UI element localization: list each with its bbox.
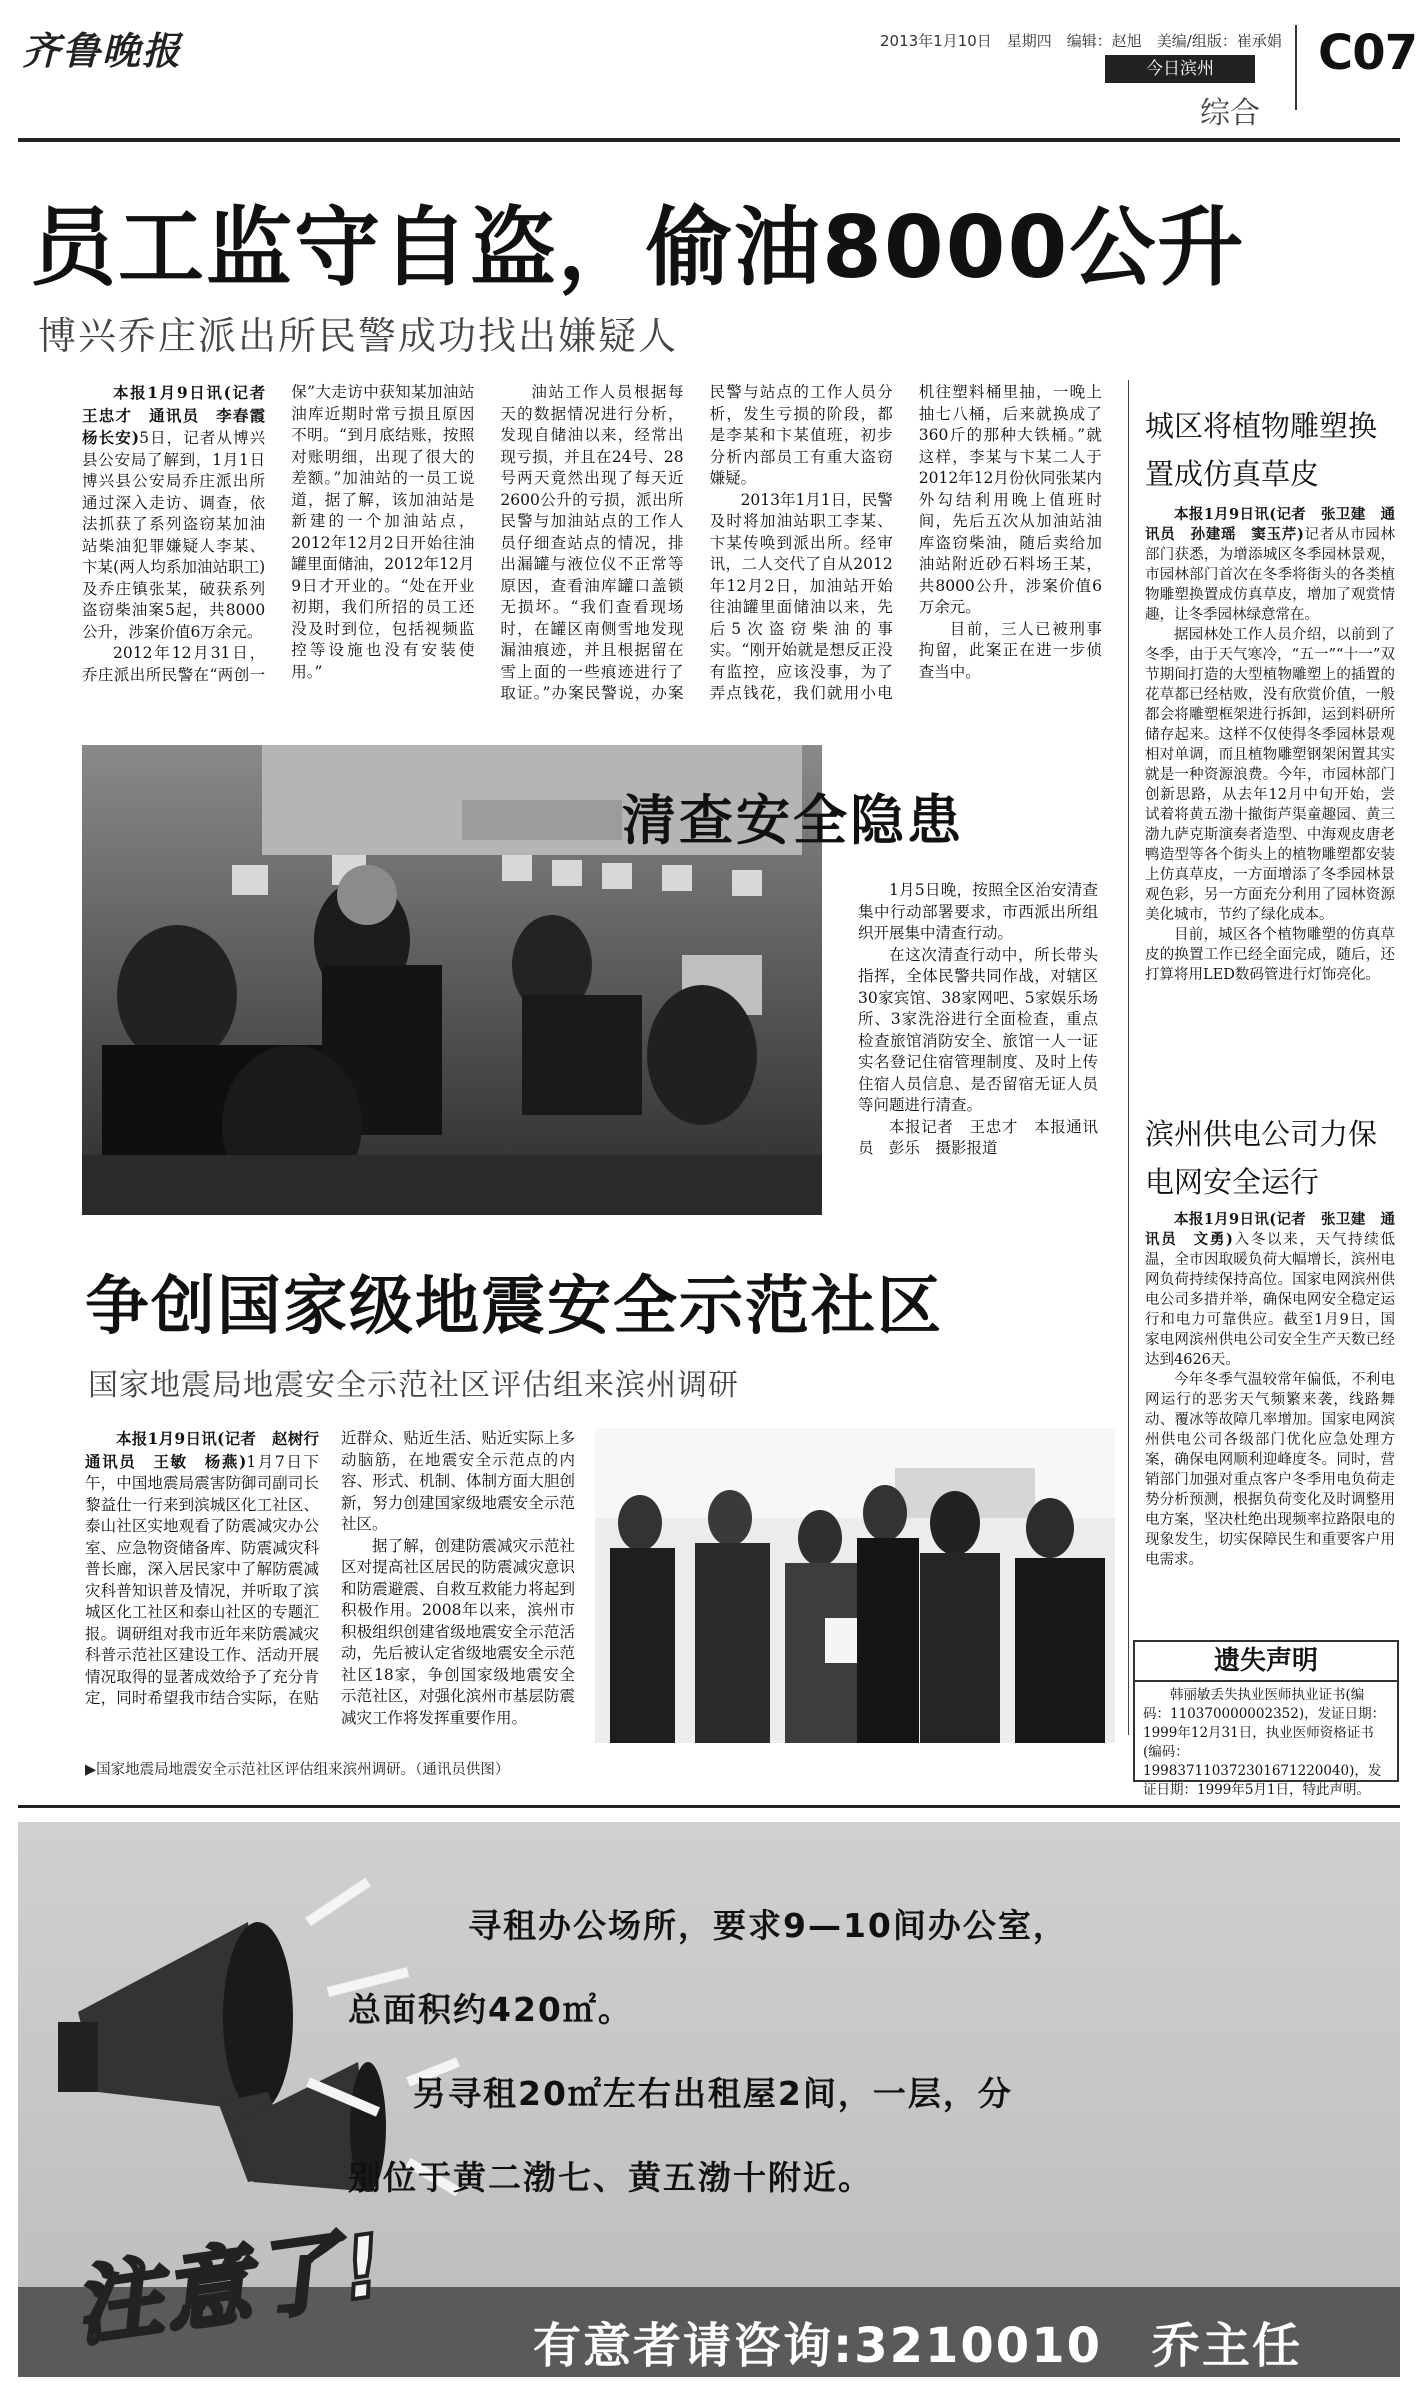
ad-line-3: 另寻租20㎡左右出租屋2间，一层，分	[413, 2074, 1013, 2113]
story2-photo-caption: ▶国家地震局地震安全示范社区评估组来滨州调研。（通讯员供图）	[85, 1762, 510, 1778]
subsection-label: 综合	[1200, 96, 1260, 131]
photo1-paragraph: 1月5日晚，按照全区治安清查集中行动部署要求，市西派出所组织开展集中清查行动。	[858, 881, 1098, 942]
lead-paragraph: 2013年1月1日，民警及时将加油站职工李某、卞某传唤到派出所。经审讯，二人交代了自从2012年12月2日，加油站开始往油罐里面储油以来，先后5次盗窃柴油的事实。“刚开始就是想反正没有监控，应该没事，为了弄点钱花，我们就用小电机往塑料桶里抽，一晚上抽七八桶，后来就换成了360斤的那种大铁桶。”就这样，李某与卞某二人于2012年12月份伙同张某内外勾结利用晚上值班时间，先后五次从加油站油库盗窃柴油，随后卖给加油站附近砂石料场王某，共8000公升，涉案价值6万余元。	[709, 383, 1102, 702]
ad-line-1: 寻租办公场所，要求9—10间办公室，	[468, 1906, 1068, 1945]
date-editor-info: 2013年1月10日 星期四 编辑：赵旭 美编/组版：崔承娟	[880, 32, 1282, 50]
story2-body	[85, 1428, 575, 1753]
lead-paragraph: 目前，三人已被刑事拘留，此案正在进一步侦查当中。	[918, 619, 1102, 681]
sidebar-story1-body	[1145, 505, 1395, 1075]
lead-paragraph: 本报1月9日讯(记者 王忠才 通讯员 李春霞 杨长安)5日，记者从博兴县公安局了解到，1月1日博兴县公安局乔庄派出所通过深入走访、调查，依法抓获了系列盗窃某加油站柴油犯罪嫌疑人李某、卞某(两人均系加油站职工)及乔庄镇张某，破获系列盗窃柴油案5起，共8000公升，涉案价值6万余元。	[82, 383, 281, 641]
lead-subhead: 博兴乔庄派出所民警成功找出嫌疑人	[38, 314, 679, 358]
lead-headline: 员工监守自盗，偷油8000公升	[30, 198, 1246, 298]
header-divider	[1295, 25, 1297, 110]
page-number: C07	[1318, 25, 1417, 81]
sidebar-story1-title: 城区将植物雕塑换置成仿真草皮	[1145, 409, 1378, 491]
story2-subhead: 国家地震局地震安全示范社区评估组来滨州调研	[88, 1368, 739, 1403]
lead-body	[82, 382, 1102, 707]
photo1-title: 清查安全隐患	[622, 789, 964, 852]
ad-line-4: 别位于黄二渤七、黄五渤十附近。	[348, 2158, 873, 2197]
lead-paragraph: 油站工作人员根据每天的数据情况进行分析，发现自储油以来，经常出现亏损，并且在24号、28号两天竟然出现了每天近2600公升的亏损，派出所民警与加油站点的工作人员仔细查站点的情况，排出漏罐与液位仪不正常等原因，查看油库罐口盖锁无损坏。“我们查看现场时，在罐区南侧雪地发现漏油痕迹，并且根据留在雪上面的一些痕迹进行了取证。”办案民警说，办案民警与站点的工作人员分析，发生亏损的阶段，都是李某和卞某值班，初步分析内部员工有重大盗窃嫌疑。	[500, 383, 893, 702]
sidebar-paragraph: 据园林处工作人员介绍，以前到了冬季，由于天气寒冷，“五一”“十一”双节期间打造的大型植物雕塑上的插置的花草都已经枯败，没有欣赏价值，一般都会将雕塑框架进行拆卸，运到料研所储存起来。这样不仅使得冬季园林景观相对单调，而且植物雕塑钢架闲置其实就是一种资源浪费。今年，市园林部门创新思路，从去年12月中旬开始，尝试着将黄五渤十撤街芦渠童趣园、黄三渤九萨克斯演奏者造型、中海观皮唐老鸭造型等各个街头上的植物雕塑都安装上仿真草皮，一方面增添了冬季园林景观色彩，另一方面充分利用了园林资源美化城市，节约了绿化成本。	[1145, 627, 1395, 923]
rental-advertisement	[18, 1822, 1400, 2377]
header-rule	[18, 138, 1400, 142]
photo1-paragraph: 在这次清查行动中，所长带头指挥，全体民警共同作战，对辖区30家宾馆、38家网吧、5家娱乐场所、3家洗浴进行全面检查，重点检查旅馆消防安全、旅馆一人一证实名登记住宿管理制度、及时上传住宿人员信息、是否留宿无证人员等问题进行清查。	[858, 945, 1098, 1114]
photo1-body	[858, 880, 1098, 1210]
sidebar-paragraph: 本报1月9日讯(记者 张卫建 通讯员 文勇)入冬以来，天气持续低温，全市因取暖负荷大幅增长，滨州电网负荷持续保持高位。国家电网滨州供电公司多措并举，确保电网安全稳定运行和电力可靠供应。截至1月9日，国家电网滨州供电公司安全生产天数已经达到4626天。	[1145, 1211, 1395, 1368]
lead-paragraph: 2012年12月31日，乔庄派出所民警在“两创一保”大走访中获知某加油站油库近期时常亏损且原因不明。“到月底结账，按照对账明细，出现了很大的差额。”加油站的一员工说道，据了解，该加油站是新建的一个加油站点，2012年12月2日开始往油罐里面储油，2012年12月9日才开业的。“处在开业初期，我们所招的员工还没及时到位，包括视频监控等设施也没有安装使用。”	[82, 383, 475, 684]
sidebar-paragraph: 今年冬季气温较常年偏低，不利电网运行的恶劣天气频繁来袭，线路舞动、覆冰等故障几率增加。国家电网滨州供电公司各级部门优化应急处理方案，确保电网顺利迎峰度冬。同时，营销部门加强对重点客户冬季用电负荷走势分析预测，根据负荷变化及时调整用电方案，坚决杜绝出现频率拉路限电的现象发生，切实保障民生和重要客户用电需求。	[1145, 1372, 1395, 1568]
story2-paragraph: 据了解，创建防震减灾示范社区对提高社区居民的防震减灾意识和防震避震、自救互救能力将起到积极作用。2008年以来，滨州市积极组织创建省级地震安全示范活动，先后被认定省级地震安全示范社区18家，争创国家级地震安全示范社区，对强化滨州市基层防震减灾工作将发挥重要作用。	[341, 1536, 575, 1727]
delegation-photo-illustration	[595, 1428, 1115, 1743]
ad-top-rule	[18, 1805, 1400, 1808]
story2-byline: 本报1月9日讯(记者 赵树行 通讯员 王敏 杨燕)	[85, 1429, 335, 1471]
section-badge: 今日滨州	[1105, 55, 1255, 83]
photo1-credit: 本报记者 王忠才 本报通讯员 彭乐 摄影报道	[858, 1117, 1098, 1157]
ad-line-2: 总面积约420㎡。	[348, 1990, 633, 2029]
sidebar-story2-byline: 本报1月9日讯(记者 张卫建 通讯员 文勇)	[1145, 1211, 1395, 1248]
photo-earthquake-delegation	[595, 1428, 1115, 1743]
lost-notice-title: 遗失声明	[1135, 1642, 1397, 1682]
sidebar-story1-byline: 本报1月9日讯(记者 张卫建 通讯员 孙建瑶 窦玉芹)	[1145, 506, 1395, 543]
newspaper-logo: 齐鲁晚报	[22, 28, 183, 73]
ad-attention-text: 注意了!	[68, 2215, 393, 2359]
sidebar-paragraph: 目前，城区各个植物雕塑的仿真草皮的换置工作已经全面完成，随后，还打算将用LED数码管进行灯饰亮化。	[1145, 927, 1395, 983]
lost-notice-text: 韩丽敏丢失执业医师执业证书(编码：110370000002352)，发证日期：1999年12月31日，执业医师资格证书(编码：199837110372301671220040)，发证日期：1999年5月1日，特此声明。	[1143, 1687, 1386, 1798]
sidebar-divider	[1128, 380, 1129, 1735]
sidebar-story2-body	[1145, 1210, 1395, 1630]
sidebar-story2-title: 滨州供电公司力保电网安全运行	[1145, 1117, 1378, 1199]
lead-byline: 本报1月9日讯(记者 王忠才 通讯员 李春霞 杨长安)	[82, 383, 281, 447]
ad-contact: 有意者请咨询:3210010 乔主任	[533, 2318, 1302, 2374]
story2-paragraph: 本报1月9日讯(记者 赵树行 通讯员 王敏 杨燕)1月7日下午，中国地震局震害防御司副司长黎益仕一行来到滨城区化工社区、泰山社区实地观看了防震减灾办公室、应急物资储备库、防震减灾科普长廊，深入居民家中了解防震减灾科普知识普及情况，并听取了滨城区化工社区和泰山社区的专题汇报。调研组对我市近年来防震减灾科普示范社区建设工作、活动开展情况取得的显著成效给予了充分肯定，同时希望我市结合实际，在贴近群众、贴近生活、贴近实际上多动脑筋，在地震安全示范点的内容、形式、机制、体制方面大胆创新，努力创建国家级地震安全示范社区。	[85, 1429, 575, 1707]
story2-headline: 争创国家级地震安全示范社区	[85, 1270, 943, 1344]
sidebar-paragraph: 本报1月9日讯(记者 张卫建 通讯员 孙建瑶 窦玉芹)记者从市园林部门获悉，为增添城区冬季园林景观，市园林部门首次在冬季将街头的各类植物雕塑换置成仿真草皮，增加了观赏情趣，让冬季园林绿意常在。	[1145, 506, 1395, 623]
lost-notice-box	[1133, 1640, 1399, 1798]
